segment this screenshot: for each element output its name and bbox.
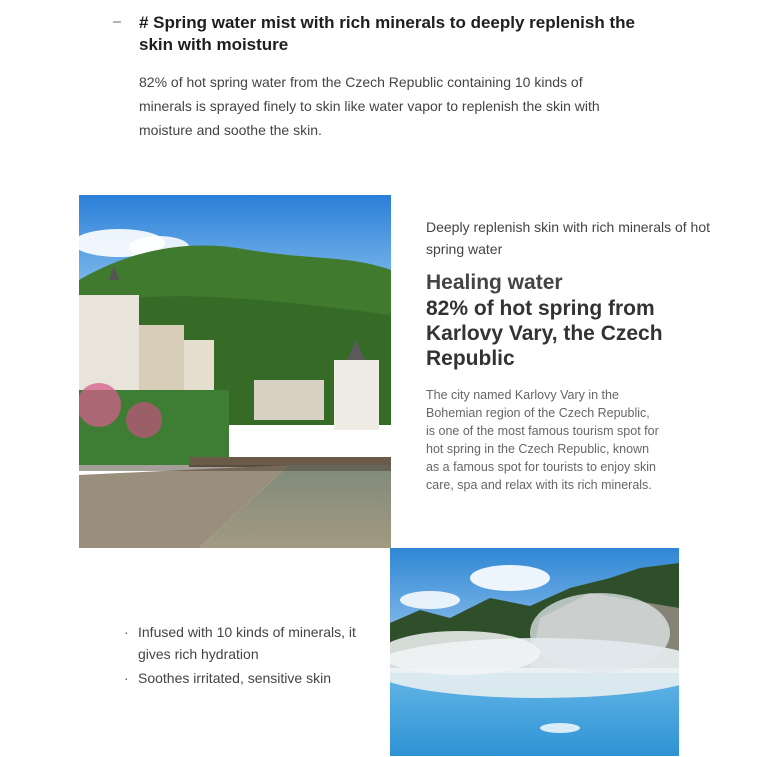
- benefit-text: Soothes irritated, sensitive skin: [138, 670, 331, 686]
- side-title-bold: 82% of hot spring from Karlovy Vary, the Czech Republic: [426, 297, 663, 370]
- benefit-text: Infused with 10 kinds of minerals, it gives rich hydration: [138, 624, 356, 662]
- bullet-marker: ·: [124, 670, 129, 686]
- list-item: [124, 621, 374, 665]
- benefit-list: [124, 621, 374, 691]
- hot-spring-photo: [390, 548, 679, 756]
- side-body-text: The city named Karlovy Vary in the Bohemian region of the Czech Republic, is one of the most famous tourism spot for hot spring in the Czech Republic, known as a famous spot for tourists to enjoy skin care, spa and relax with its rich minerals.: [426, 388, 659, 492]
- section-headline: # Spring water mist with rich minerals to deeply replenish the skin with moisture: [139, 13, 635, 54]
- bullet-marker: ·: [124, 624, 129, 640]
- list-item: [124, 667, 374, 689]
- side-title-light: Healing water: [426, 271, 563, 294]
- heading-dash: [113, 21, 121, 23]
- side-lead-text: Deeply replenish skin with rich minerals of hot spring water: [426, 219, 711, 257]
- karlovy-vary-photo: [79, 195, 391, 548]
- section-intro: 82% of hot spring water from the Czech Republic containing 10 kinds of minerals is sprayed finely to skin like water vapor to replenish the skin with moisture and soothe the skin.: [139, 74, 600, 138]
